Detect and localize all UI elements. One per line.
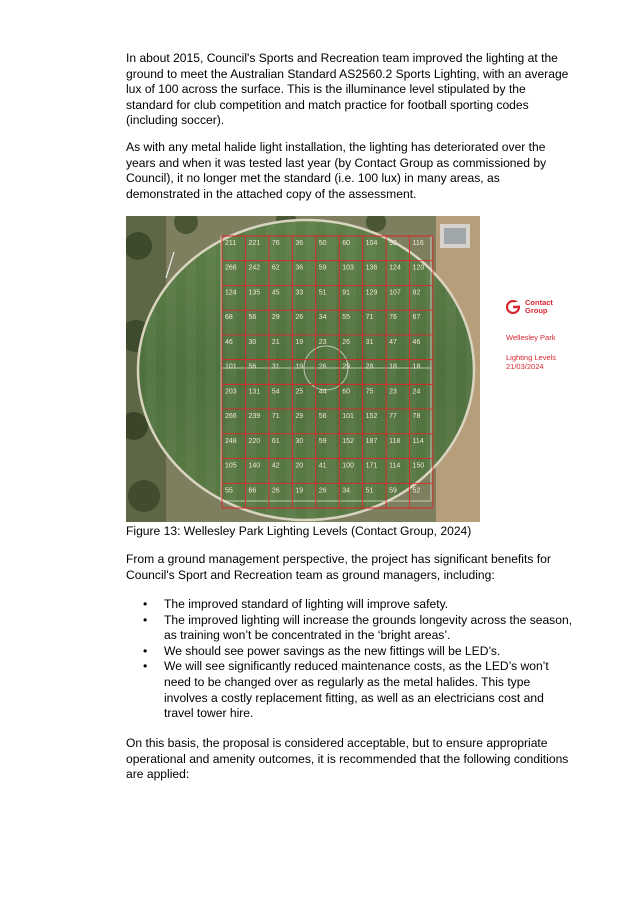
figure-caption: Figure 13: Wellesley Park Lighting Levels (Contact Group, 2024) bbox=[126, 524, 472, 538]
lux-value: 131 bbox=[248, 388, 261, 396]
aerial-photo bbox=[126, 216, 480, 522]
lux-value: 30 bbox=[248, 338, 257, 346]
lux-value: 66 bbox=[248, 487, 257, 495]
lux-value: 42 bbox=[271, 462, 280, 470]
lux-value: 152 bbox=[342, 437, 354, 445]
lux-value: 101 bbox=[342, 413, 354, 421]
list-item: • The improved lighting will increase the grounds longevity across the season, as training won’t be concentrated in the ‘bright areas’. bbox=[126, 613, 576, 644]
contact-group-icon bbox=[506, 300, 520, 314]
lux-value: 23 bbox=[389, 388, 397, 396]
lux-value: 242 bbox=[248, 264, 261, 272]
lux-value: 61 bbox=[271, 437, 280, 445]
lux-value: 71 bbox=[365, 314, 374, 322]
lux-value: 116 bbox=[412, 240, 424, 247]
lux-value: 34 bbox=[318, 314, 327, 322]
lux-value: 221 bbox=[248, 240, 261, 247]
lux-value: 152 bbox=[365, 413, 378, 421]
lux-value: 29 bbox=[342, 363, 351, 371]
lux-value: 124 bbox=[225, 289, 237, 297]
lux-value: 68 bbox=[225, 314, 233, 322]
list-item: • We should see power savings as the new fittings will be LED’s. bbox=[126, 644, 576, 660]
legend-date: 21/03/2024 bbox=[506, 362, 544, 371]
lux-value: 171 bbox=[365, 462, 378, 470]
lux-value: 54 bbox=[271, 388, 280, 396]
lux-value: 220 bbox=[248, 437, 261, 445]
lux-value: 26 bbox=[342, 338, 351, 346]
lux-value: 19 bbox=[295, 487, 304, 495]
lux-value: 21 bbox=[271, 338, 280, 346]
lux-value: 30 bbox=[295, 437, 304, 445]
lux-value: 18 bbox=[412, 363, 421, 371]
lux-value: 266 bbox=[225, 264, 237, 272]
legend-title: Lighting Levels bbox=[506, 353, 557, 362]
logo-line-1: Contact bbox=[525, 298, 553, 307]
lux-value: 36 bbox=[295, 264, 304, 272]
lux-value: 31 bbox=[365, 338, 374, 346]
list-item: • We will see significantly reduced maintenance costs, as the LED’s won’t need to be changed over as regularly as the metal halides. This type involves a costly replacement fitting, as well as an electricians cost and travel tower hire. bbox=[126, 659, 576, 721]
paragraph-benefits-intro: From a ground management perspective, the project has significant benefits for Council's Sport and Recreation team as ground managers, including: bbox=[126, 552, 551, 582]
list-item: • The improved standard of lighting will improve safety. bbox=[126, 597, 576, 613]
lux-value: 266 bbox=[225, 413, 237, 421]
lux-value: 41 bbox=[318, 462, 327, 470]
lux-value: 92 bbox=[389, 240, 397, 247]
lux-value: 76 bbox=[271, 240, 280, 247]
lux-value: 44 bbox=[318, 388, 327, 396]
lux-value: 46 bbox=[225, 338, 233, 346]
lux-value: 114 bbox=[412, 437, 424, 445]
lux-value: 50 bbox=[318, 240, 327, 247]
lux-value: 31 bbox=[271, 363, 280, 371]
lux-value: 59 bbox=[318, 437, 327, 445]
lux-value: 60 bbox=[342, 240, 351, 247]
lux-value: 47 bbox=[389, 338, 397, 346]
lux-value: 92 bbox=[412, 289, 421, 297]
legend-place: Wellesley Park bbox=[506, 333, 556, 342]
lux-value: 211 bbox=[225, 240, 237, 247]
lighting-levels-figure bbox=[126, 216, 480, 522]
lux-value: 114 bbox=[389, 462, 401, 470]
lux-value: 76 bbox=[389, 314, 397, 322]
lux-value: 19 bbox=[295, 363, 304, 371]
lux-value: 26 bbox=[271, 487, 280, 495]
paragraph-conclusion: On this basis, the proposal is considered acceptable, but to ensure appropriate operational and amenity outcomes, it is recommended that the following conditions are applied: bbox=[126, 736, 569, 782]
lux-value: 46 bbox=[412, 338, 421, 346]
lux-value: 135 bbox=[248, 289, 261, 297]
lux-value: 26 bbox=[295, 314, 304, 322]
lux-value: 239 bbox=[248, 413, 261, 421]
paragraph-lighting-deterioration: As with any metal halide light installation, the lighting has deteriorated over the years and when it was tested last year (by Contact Group as commissioned by Council), it no longer met the standard (i.e. 100 lux) in many areas, as demonstrated in the attached copy of the assessment. bbox=[126, 140, 547, 201]
lux-value: 248 bbox=[225, 437, 237, 445]
lux-value: 23 bbox=[318, 338, 327, 346]
benefits-list bbox=[126, 597, 576, 722]
lux-value: 101 bbox=[225, 363, 237, 371]
lux-value: 150 bbox=[412, 462, 425, 470]
lux-value: 34 bbox=[342, 487, 351, 495]
lux-value: 29 bbox=[271, 314, 280, 322]
lux-value: 105 bbox=[225, 462, 237, 470]
lux-value: 203 bbox=[225, 388, 237, 396]
lux-value: 55 bbox=[225, 487, 233, 495]
lux-value: 19 bbox=[295, 338, 304, 346]
lux-value: 52 bbox=[412, 487, 421, 495]
lux-value: 45 bbox=[271, 289, 280, 297]
lux-value: 56 bbox=[248, 314, 257, 322]
lux-value: 26 bbox=[318, 487, 327, 495]
lux-value: 104 bbox=[365, 240, 378, 247]
paragraph-lighting-history: In about 2015, Council's Sports and Recreation team improved the lighting at the ground to meet the Australian Standard AS2560.2 Sports Lighting, with an average lux of 100 across the surface. This is the illuminance level stipulated by the standard for club competition and match practice for football sporting codes (including soccer). bbox=[126, 51, 569, 128]
lux-value: 28 bbox=[365, 363, 374, 371]
lux-value: 59 bbox=[389, 487, 397, 495]
lux-value: 67 bbox=[412, 314, 421, 322]
lux-value: 103 bbox=[342, 264, 354, 272]
lux-value: 140 bbox=[248, 462, 261, 470]
lux-value: 78 bbox=[412, 413, 421, 421]
lux-value: 120 bbox=[412, 264, 425, 272]
lux-value: 100 bbox=[342, 462, 354, 470]
lux-value: 56 bbox=[248, 363, 257, 371]
lux-value: 55 bbox=[342, 314, 351, 322]
lux-value: 25 bbox=[295, 388, 304, 396]
lux-value: 124 bbox=[389, 264, 401, 272]
lux-value: 129 bbox=[365, 289, 378, 297]
lux-value: 187 bbox=[365, 437, 378, 445]
lux-value: 75 bbox=[365, 388, 374, 396]
lux-value: 118 bbox=[389, 437, 401, 445]
lux-value: 51 bbox=[318, 289, 327, 297]
contact-group-logo bbox=[506, 298, 586, 318]
lux-value: 77 bbox=[389, 413, 397, 421]
lux-value: 18 bbox=[389, 363, 397, 371]
lux-value: 36 bbox=[295, 240, 304, 247]
lux-value: 29 bbox=[295, 413, 304, 421]
lux-value: 59 bbox=[318, 264, 327, 272]
lux-value: 33 bbox=[295, 289, 304, 297]
lux-value: 56 bbox=[318, 413, 327, 421]
lux-value: 51 bbox=[365, 487, 374, 495]
lux-value: 26 bbox=[318, 363, 327, 371]
lux-value: 20 bbox=[295, 462, 304, 470]
lux-value: 62 bbox=[271, 264, 280, 272]
lux-value: 107 bbox=[389, 289, 401, 297]
lux-value: 91 bbox=[342, 289, 351, 297]
logo-line-2: Group bbox=[525, 306, 548, 315]
lux-value: 71 bbox=[271, 413, 280, 421]
lux-value: 24 bbox=[412, 388, 421, 396]
legend bbox=[506, 298, 586, 371]
lux-value: 60 bbox=[342, 388, 351, 396]
lux-value: 136 bbox=[365, 264, 378, 272]
